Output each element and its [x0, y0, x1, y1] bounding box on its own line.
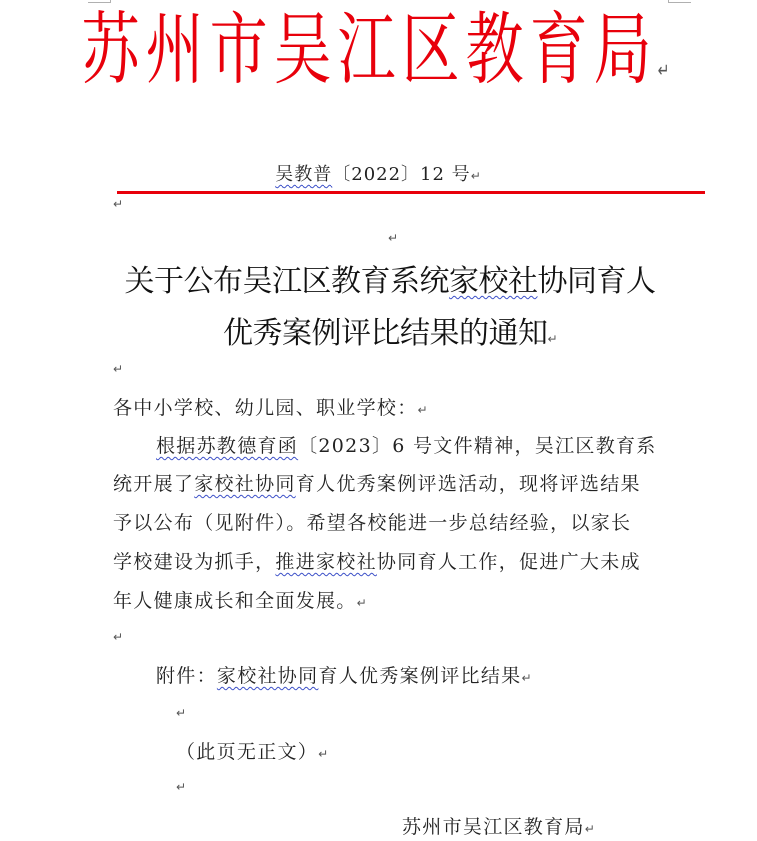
paragraph-line-4	[113, 547, 641, 574]
paragraph-line-2	[113, 469, 641, 496]
paragraph-mark-icon: ↵	[521, 671, 533, 685]
paragraph-line-5	[113, 586, 368, 613]
paragraph-mark-icon: ↵	[113, 362, 124, 376]
p1-l3: 予以公布（见附件）。希望各校能进一步总结经验，以家长	[113, 512, 632, 534]
paragraph-mark-icon: ↵	[318, 747, 330, 761]
p1-l1-b: 〔2023〕6 号文件精神，吴江区教育系	[298, 435, 657, 457]
p1-l5: 年人健康成长和全面发展。	[113, 590, 357, 612]
p1-l4-c: 协同育人工作，促进广大未成	[376, 551, 641, 573]
attachment-link-text: 家校社协同	[216, 665, 319, 687]
title-line1-part-a: 关于公布吴江区教育系统	[124, 264, 449, 299]
paragraph-mark-icon: ↵	[176, 706, 187, 720]
doc-number-prefix: 吴教普	[275, 164, 333, 185]
title-line2-text: 优秀案例评比结果的通知	[222, 316, 548, 351]
paragraph-mark-icon: ↵	[417, 403, 429, 417]
paragraph-mark-icon: ↵	[470, 169, 482, 183]
p1-l2-b: 家校社协同	[194, 473, 296, 495]
doc-number-rest: 〔2022〕12 号	[332, 164, 471, 185]
p1-l1-a: 根据苏教德育函	[156, 435, 299, 457]
document-number	[0, 160, 757, 186]
no-body-note-text: （此页无正文）	[176, 741, 319, 763]
paragraph-line-1	[156, 431, 657, 458]
p1-l4-a: 学校建设为抓手，	[113, 551, 276, 573]
red-divider-line	[117, 191, 705, 194]
title-line1-part-b: 家校社	[449, 264, 538, 299]
paragraph-mark-icon: ↵	[584, 822, 597, 836]
attachment-rest-text: 育人优秀案例评比结果	[318, 665, 522, 687]
salutation	[113, 393, 429, 420]
signature-text: 苏州市吴江区教育局	[402, 816, 585, 838]
attachment-label: 附件：	[156, 665, 217, 687]
p1-l2-c: 育人优秀案例评选活动，现将评选结果	[295, 473, 641, 495]
salutation-text: 各中小学校、幼儿园、职业学校：	[113, 397, 418, 419]
notice-title-line1	[0, 256, 757, 300]
paragraph-mark-icon: ↵	[113, 630, 124, 644]
paragraph-mark-icon: ↵	[657, 60, 676, 82]
paragraph-mark-icon: ↵	[356, 596, 368, 610]
p1-l4-b: 推进家校社	[275, 551, 377, 573]
signature	[402, 812, 596, 839]
org-header	[0, 2, 757, 118]
paragraph-mark-icon: ↵	[113, 197, 124, 211]
org-header-text: 苏州市吴江区教育局	[81, 3, 658, 96]
paragraph-mark-icon: ↵	[176, 780, 187, 794]
paragraph-mark-icon: ↵	[388, 231, 399, 245]
attachment-line	[156, 661, 533, 688]
notice-title-line2	[0, 308, 757, 352]
paragraph-mark-icon: ↵	[547, 332, 558, 346]
p1-l2-a: 统开展了	[113, 473, 195, 495]
no-body-note	[176, 737, 329, 764]
paragraph-line-3	[113, 508, 631, 535]
title-line1-part-c: 协同育人	[537, 264, 656, 299]
